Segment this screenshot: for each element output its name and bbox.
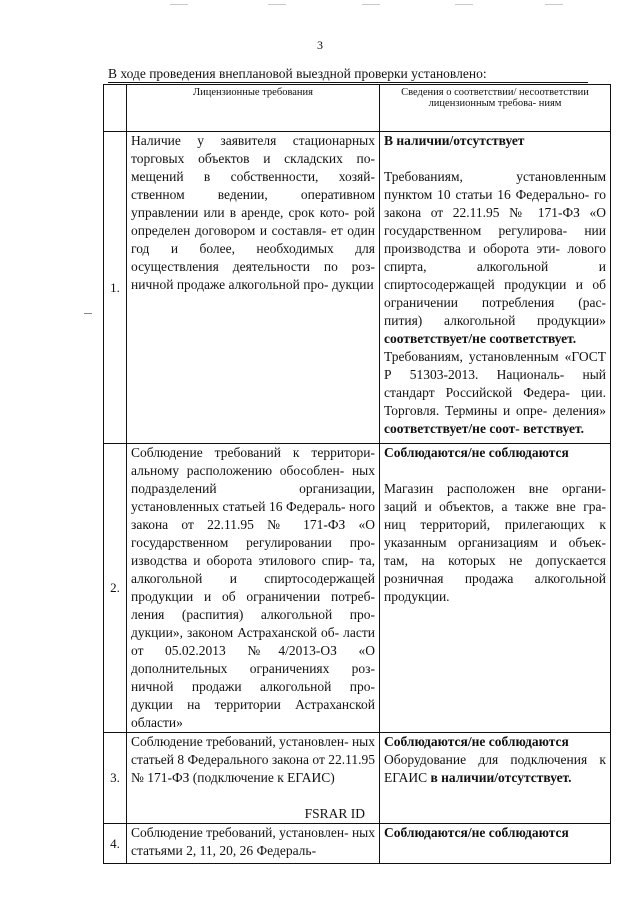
table-row <box>104 824 611 864</box>
compliance-cell <box>380 444 611 733</box>
table-row <box>104 444 611 733</box>
requirement-text: Наличие у заявителя стационарных торговых объектов и складских по- мещений в собственности, хозяй- ственном ведении, оперативном управлении или в аренде, срок кото- рой определен договором и составля- ет один год и более, необходимых для осуществления деятельности по роз- ничной продаже алкогольной про- дукции <box>131 133 375 292</box>
compliance-verdict: соответствует/не соот- ветствует. <box>384 421 584 436</box>
row-number: 3. <box>104 733 127 824</box>
row-number: 4. <box>104 824 127 864</box>
compliance-text: Требованиям, установленным пунктом 10 статьи 16 Федерально- го закона от 22.11.95 № 171-ФЗ «О государственном регулирова- нии производства и оборота эти- лового спирта, алкогольной и спиртосодержащей продукции и об ограничении потребления (рас- пития) алкогольной продукции» <box>384 169 606 328</box>
status-heading: Соблюдаются/не соблюдаются <box>384 734 569 749</box>
status-heading: В наличии/отсутствует <box>384 133 525 148</box>
margin-mark <box>84 313 92 314</box>
requirement-cell <box>127 824 380 864</box>
requirement-cell <box>127 132 380 444</box>
requirement-text: Соблюдение требований к территори- альному расположению обособлен- ных подразделений организации, установленных статьей 16 Федераль- ного закона от 22.11.95 № 171-ФЗ «О государственном регулировании про- изводства и оборота этилового спир- та, алкогольной и спиртосодержащей продукции и об ограничении потреб- ления (распития) алкогольной про- дукции», законом Астраханской об- ласти от 05.02.2013 №4/2013-ОЗ «О дополнительных ограничениях роз- ничной продажи алкогольной про- дукции на территории Астраханской области» <box>131 445 375 730</box>
inspection-table <box>103 84 611 864</box>
status-heading: Соблюдаются/не соблюдаются <box>384 825 569 840</box>
requirement-cell <box>127 444 380 733</box>
header-compliance: Сведения о соответствии/ несоответствии лицензионным требова- ниям <box>380 85 611 132</box>
header-rule-5 <box>545 4 563 5</box>
compliance-cell <box>380 733 611 824</box>
requirement-cell <box>127 733 380 824</box>
header-rule-3 <box>362 4 380 5</box>
requirement-text: Соблюдение требований, установлен- ных статьями 2, 11, 20, 26 Федераль- <box>131 825 375 858</box>
table-row <box>104 733 611 824</box>
header-rule-4 <box>455 4 473 5</box>
table-header-row <box>104 85 611 132</box>
compliance-verdict: в наличии/отсутствует. <box>430 770 572 785</box>
compliance-cell <box>380 824 611 864</box>
requirement-text: Соблюдение требований, установлен- ных статьей 8 Федерального закона от 22.11.95 № 171-ФЗ (подключение к ЕГАИС) <box>131 734 376 785</box>
compliance-text: Магазин расположен вне органи- заций и объектов, а также вне гра- ниц территорий, прилегающих к указанным организациям и объек- там, на которых не допускается розничная продажа алкогольной продукции. <box>384 481 606 604</box>
page-number: 3 <box>317 38 323 52</box>
header-rule-2 <box>268 4 286 5</box>
compliance-verdict: соответствует/не соответствует. <box>384 331 577 346</box>
fsrar-id-label: FSRAR ID <box>304 806 365 821</box>
intro-underline <box>108 82 588 83</box>
row-number: 2. <box>104 444 127 733</box>
header-requirements: Лицензионные требования <box>127 85 380 132</box>
intro-text: В ходе проведения внеплановой выездной проверки установлено: <box>108 67 487 81</box>
compliance-cell <box>380 132 611 444</box>
status-heading: Соблюдаются/не соблюдаются <box>384 445 569 460</box>
header-rule-1 <box>170 4 188 5</box>
header-number <box>104 85 127 132</box>
compliance-text: Требованиям, установленным «ГОСТ Р 51303-2013. Националь- ный стандарт Российской Федера- ции. Торговля. Термины и опре- деления» <box>384 349 606 418</box>
compliance-text: Оборудование для подключения к ЕГАИС <box>384 752 606 785</box>
row-number: 1. <box>104 132 127 444</box>
table-row <box>104 132 611 444</box>
